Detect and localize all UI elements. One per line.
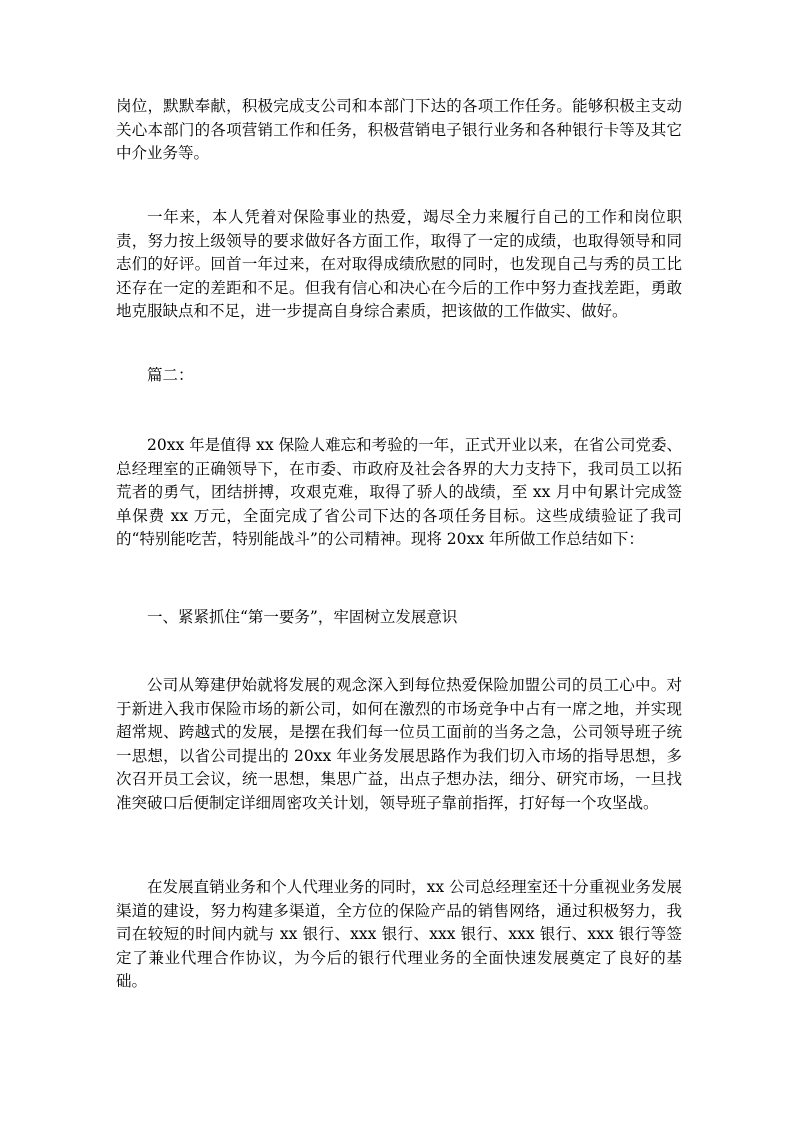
section-heading-part-two: 篇二： <box>147 366 194 384</box>
section-heading-first-task: 一、紧紧抓住“第一要务”，牢固树立发展意识 <box>147 608 458 626</box>
paragraph-summary: 一年来，本人凭着对保险事业的热爱，竭尽全力来履行自己的工作和岗位职责，努力按上级领导的要求做好各方面工作，取得了一定的成绩，也取得领导和同志们的好评。回首一年过来，在对取得成绩欣慰的同时，也发现自己与秀的员工比还存在一定的差距和不足。但我有信心和决心在今后的工作中努力查找差距，勇敢地克服缺点和不足，进一步提高自身综合素质，把该做的工作做实、做好。 <box>116 208 682 320</box>
paragraph-intro: 20xx 年是值得 xx 保险人难忘和考验的一年，正式开业以来，在省公司党委、总经理室的正确领导下，在市委、市政府及社会各界的大力支持下，我司员工以拓荒者的勇气，团结拼搏，攻艰克难，取得了骄人的战绩，至 xx 月中旬累计完成签单保费 xx 万元，全面完成了省公司下达的各项任务目标。这些成绩验证了我司的“特别能吃苦，特别能战斗”的公司精神。现将 20xx 年所做工作总结如下： <box>116 436 682 548</box>
paragraph-continuation: 岗位，默默奉献，积极完成支公司和本部门下达的各项工作任务。能够积极主支动关心本部门的各项营销工作和任务，积极营销电子银行业务和各种银行卡等及其它中介业务等。 <box>116 97 682 162</box>
paragraph-channels: 在发展直销业务和个人代理业务的同时，xx 公司总经理室还十分重视业务发展渠道的建设，努力构建多渠道，全方位的保险产品的销售网络，通过积极努力，我司在较短的时间内就与 xx 银行、xxx 银行、xxx 银行、xxx 银行、xxx 银行等签定了兼业代理合作协议，为今后的银行代理业务的全面快速发展奠定了良好的基础。 <box>116 878 682 990</box>
paragraph-development: 公司从筹建伊始就将发展的观念深入到每位热爱保险加盟公司的员工心中。对于新进入我市保险市场的新公司，如何在激烈的市场竞争中占有一席之地，并实现超常规、跨越式的发展，是摆在我们每一位员工面前的当务之急，公司领导班子统一思想，以省公司提出的 20xx 年业务发展思路作为我们切入市场的指导思想，多次召开员工会议，统一思想，集思广益，出点子想办法，细分、研究市场，一旦找准突破口后便制定详细周密攻关计划，领导班子靠前指挥，打好每一个攻坚战。 <box>116 676 682 812</box>
